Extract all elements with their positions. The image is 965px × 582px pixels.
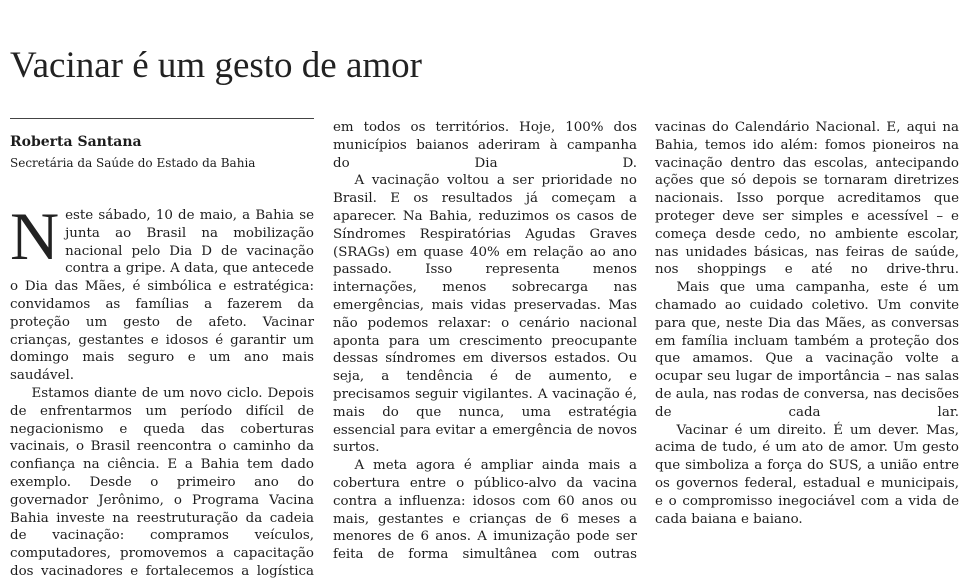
article-paragraph: vacinas do Calendário Nacional. E, aqui na Bahia, temos ido além: fomos pioneiros na vacinação dentro das escolas, antecipando ações que só depois se tornaram diretrizes nacionais. Isso porque acreditamos que proteger deve ser simples e acessível – e começa desde cedo, no ambiente escolar, nas unidades básicas, nas feiras de saúde, nos shoppings e até no drive-thru. <box>655 120 959 278</box>
article-column-3 <box>655 119 959 528</box>
article-paragraph: Estamos diante de um novo ciclo. Depois de enfrentarmos um período difícil de negacionismo e queda das coberturas vacinais, o Brasil reencontra o caminho da confiança na ciência. E a Bahia tem dado exemplo. Desde o primeiro ano do governador Jerônimo, o Programa Vacina Bahia investe na reestruturação da cadeia de vacinação: compramos veículos, computadores, promovemos a capacitação dos vacinadores e fortalecemos a logística <box>10 385 314 579</box>
byline-rule <box>10 118 314 119</box>
article-paragraph: A vacinação voltou a ser prioridade no Brasil. E os resultados já começam a aparecer. Na Bahia, reduzimos os casos de Síndromes Respiratórias Agudas Graves (SRAGs) em quase 40% em relação ao ano passado. Isso representa menos internações, menos sobrecarga nas emergências, mais vidas preservadas. Mas não podemos relaxar: o cenário nacional aponta para um crescimento preocupante dessas síndromes em diversos estados. Ou seja, a tendência é de aumento, e precisamos seguir vigilantes. A vacinação é, mais do que nunca, uma estratégia essencial para evitar a emergência de novos surtos. <box>333 173 637 456</box>
article-paragraph: Mais que uma campanha, este é um chamado ao cuidado coletivo. Um convite para que, neste Dia das Mães, as conversas em família incluam também a proteção dos que amamos. Que a vacinação volte a ocupar seu lugar de importância – nas salas de aula, nas rodas de conversa, nas decisões de cada lar. <box>655 280 959 420</box>
author-role: Secretária da Saúde do Estado da Bahia <box>10 156 256 170</box>
drop-cap: N <box>10 198 60 274</box>
article-column-2 <box>333 119 637 564</box>
article-column-1 <box>10 198 314 581</box>
paragraph-text: este sábado, 10 de maio, a Bahia se junta ao Brasil na mobilização nacional pelo Dia D de vacinação contra a gripe. A data, que antecede o Dia das Mães, é simbólica e estratégica: convidamos as famílias a fazerem da proteção um gesto de afeto. Vacinar crianças, gestantes e idosos é garantir um domingo mais seguro e um ano mais saudável. <box>10 208 314 384</box>
article-paragraph: A meta agora é ampliar ainda mais a cobertura entre o público-alvo da vacina contra a influenza: idosos com 60 anos ou mais, gestantes e crianças de 6 meses a menores de 6 anos. A imunização pode ser feita de forma simultânea com outras <box>333 458 637 563</box>
article-paragraph <box>10 198 314 385</box>
article-headline: Vacinar é um gesto de amor <box>10 45 422 86</box>
author-name: Roberta Santana <box>10 134 142 150</box>
article-paragraph: em todos os territórios. Hoje, 100% dos municípios baianos aderiram à campanha do Dia D. <box>333 120 637 171</box>
article-paragraph: Vacinar é um direito. É um dever. Mas, acima de tudo, é um ato de amor. Um gesto que simboliza a força do SUS, a união entre os governos federal, estadual e municipais, e o compromisso inegociável com a vida de cada baiana e baiano. <box>655 422 959 527</box>
